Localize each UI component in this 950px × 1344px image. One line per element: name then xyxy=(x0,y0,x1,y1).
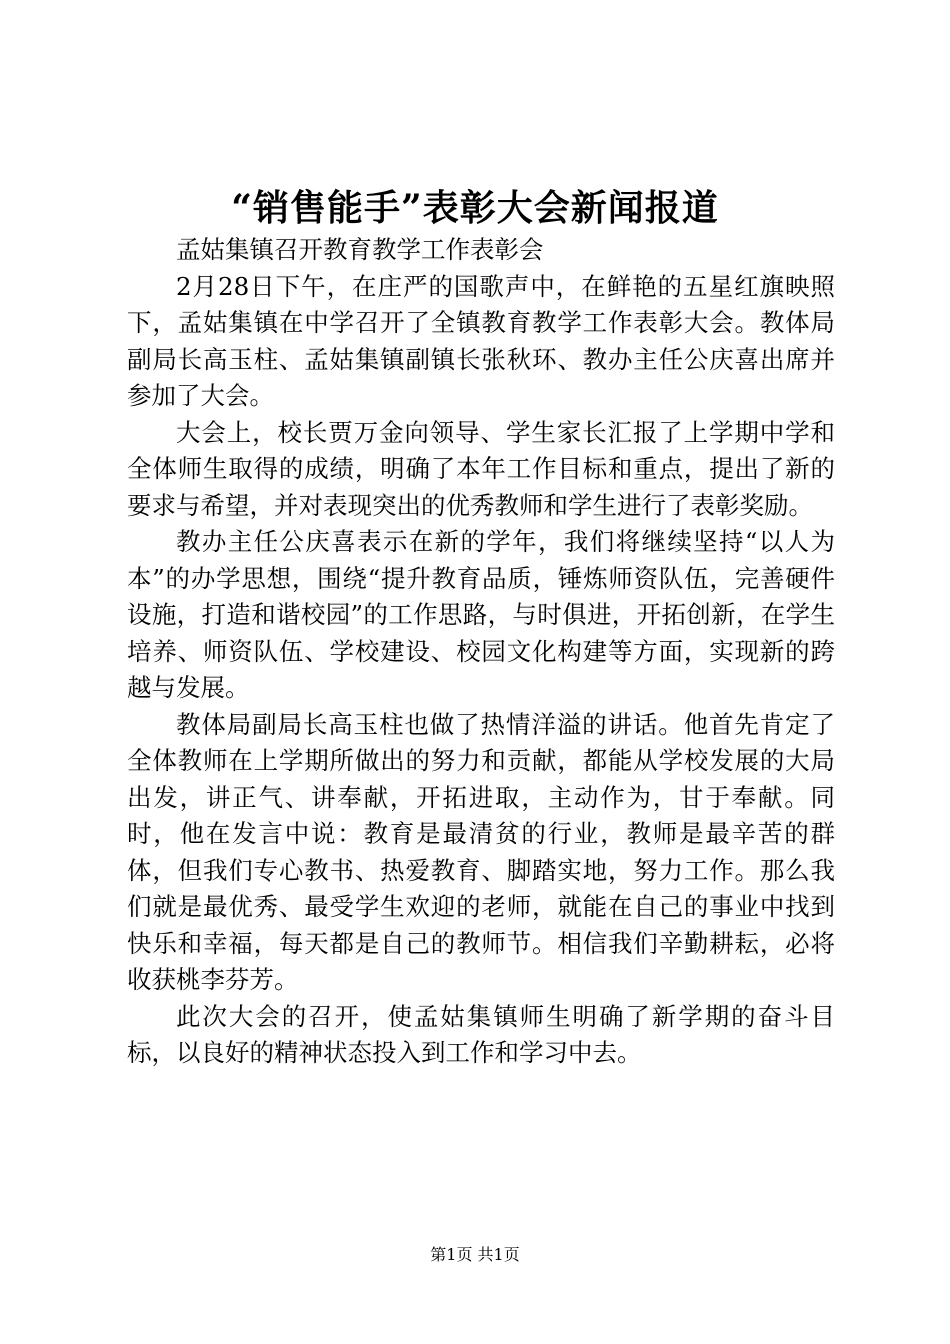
document-body xyxy=(127,232,835,1072)
body-paragraph: 教办主任公庆喜表示在新的学年，我们将继续坚持“以人为本”的办学思想，围绕“提升教育品质，锤炼师资队伍，完善硬件设施，打造和谐校园”的工作思路，与时俱进，开拓创新，在学生培养、师资队伍、学校建设、校园文化构建等方面，实现新的跨越与发展。 xyxy=(127,527,835,702)
page-number-footer: 第1页 共1页 xyxy=(430,1245,520,1264)
body-paragraph: 2月28日下午，在庄严的国歌声中，在鲜艳的五星红旗映照下，孟姑集镇在中学召开了全镇教育教学工作表彰大会。教体局副局长高玉柱、孟姑集镇副镇长张秋环、教办主任公庆喜出席并参加了大会。 xyxy=(127,271,835,410)
body-paragraph: 教体局副局长高玉柱也做了热情洋溢的讲话。他首先肯定了全体教师在上学期所做出的努力和贡献，都能从学校发展的大局出发，讲正气、讲奉献，开拓进取，主动作为，甘于奉献。同时，他在发言中说：教育是最清贫的行业，教师是最辛苦的群体，但我们专心教书、热爱教育、脚踏实地，努力工作。那么我们就是最优秀、最受学生欢迎的老师，就能在自己的事业中找到快乐和幸福，每天都是自己的教师节。相信我们辛勤耕耘，必将收获桃李芬芳。 xyxy=(127,709,835,994)
body-paragraph: 此次大会的召开，使孟姑集镇师生明确了新学期的奋斗目标，以良好的精神状态投入到工作和学习中去。 xyxy=(127,1001,835,1067)
body-paragraph: 大会上，校长贾万金向领导、学生家长汇报了上学期中学和全体师生取得的成绩，明确了本年工作目标和重点，提出了新的要求与希望，并对表现突出的优秀教师和学生进行了表彰奖励。 xyxy=(127,417,835,520)
document-title: “销售能手”表彰大会新闻报道 xyxy=(231,187,719,229)
subtitle-paragraph: 孟姑集镇召开教育教学工作表彰会 xyxy=(176,235,544,264)
